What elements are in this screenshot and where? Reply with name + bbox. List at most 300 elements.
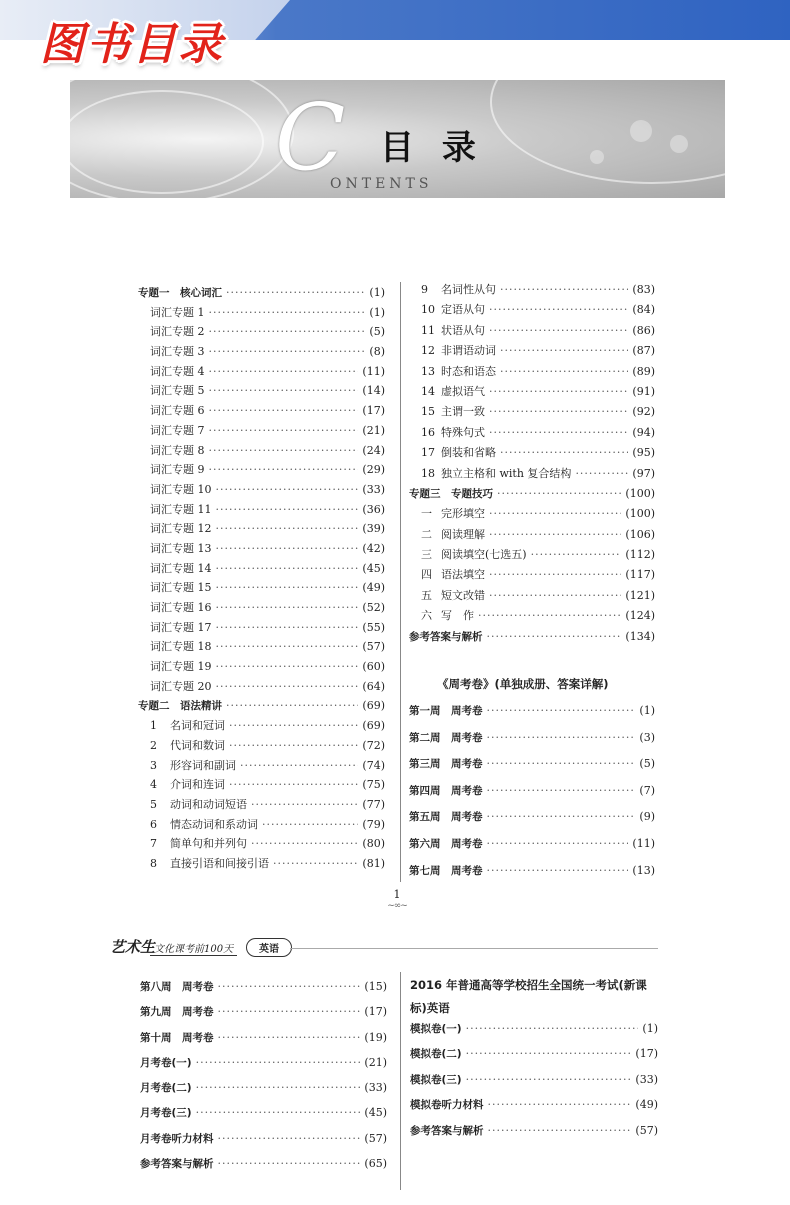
toc-entry-page: (1) xyxy=(642,1022,658,1035)
toc-entry-page: (75) xyxy=(362,778,385,792)
toc-entry-label xyxy=(138,756,236,776)
dot-leader xyxy=(216,578,359,598)
toc-entry-label xyxy=(138,480,212,500)
toc-entry-page: (5) xyxy=(639,757,655,771)
toc-entry-text: 写 作 xyxy=(441,609,474,623)
toc-entry-text: 词汇专题 7 xyxy=(150,423,205,437)
toc-entry[interactable] xyxy=(140,1075,387,1100)
toc-entry[interactable] xyxy=(409,858,655,885)
dot-leader xyxy=(489,586,621,606)
toc-entry-page: (57) xyxy=(364,1131,387,1145)
toc-entry[interactable] xyxy=(138,322,385,342)
toc-entry[interactable] xyxy=(138,519,385,539)
toc-entry-text: 词汇专题 13 xyxy=(150,541,212,555)
toc-entry[interactable] xyxy=(138,578,385,598)
toc-entry-label xyxy=(409,484,493,504)
dot-leader xyxy=(487,698,636,725)
toc-entry[interactable] xyxy=(138,637,385,657)
toc-entry-text: 短文改错 xyxy=(441,588,485,602)
toc-entry[interactable] xyxy=(409,504,655,524)
toc-entry-number: 9 xyxy=(421,283,428,296)
toc-entry-text: 参考答案与解析 xyxy=(140,1158,214,1171)
toc-entry-text: 第二周 周考卷 xyxy=(409,731,483,744)
dot-leader xyxy=(489,423,628,443)
toc-entry-text: 词汇专题 5 xyxy=(150,384,205,398)
toc-entry[interactable] xyxy=(409,778,655,805)
toc-entry[interactable] xyxy=(138,362,385,382)
dot-leader xyxy=(196,1050,361,1075)
dot-leader xyxy=(216,618,359,638)
toc-entry-number: 五 xyxy=(421,588,432,602)
dot-leader xyxy=(218,1025,361,1050)
toc-entry-number: 7 xyxy=(150,837,157,851)
toc-entry-number: 四 xyxy=(421,568,432,582)
toc-entry-page: (69) xyxy=(362,699,385,713)
toc-entry-number: 17 xyxy=(421,446,435,460)
toc-entry-page: (3) xyxy=(639,730,655,744)
dot-leader xyxy=(218,974,361,999)
toc-entry-text: 专题一 核心词汇 xyxy=(138,287,222,299)
toc-entry[interactable] xyxy=(140,1050,387,1075)
toc-entry[interactable] xyxy=(409,545,655,565)
toc-entry-text: 完形填空 xyxy=(441,507,485,521)
toc-entry-page: (29) xyxy=(362,463,385,477)
toc-entry[interactable] xyxy=(138,283,385,303)
page2-right-list xyxy=(410,1016,658,1143)
banner-subtitle: ONTENTS xyxy=(330,176,433,192)
toc-entry-label xyxy=(140,1101,192,1126)
toc-entry-label xyxy=(138,854,269,874)
series-logo: 艺术生 xyxy=(110,938,156,956)
toc-entry-label xyxy=(140,1152,214,1177)
toc-entry[interactable] xyxy=(409,725,655,752)
toc-entry-label xyxy=(409,525,485,545)
toc-entry[interactable] xyxy=(409,698,655,725)
toc-entry-page: (33) xyxy=(364,1081,387,1095)
toc-entry-text: 模拟卷(二) xyxy=(410,1048,462,1061)
toc-entry-page: (13) xyxy=(632,863,655,877)
section-badge: 图书目录 xyxy=(40,19,224,70)
toc-entry-text: 词汇专题 16 xyxy=(150,601,212,614)
toc-entry-text: 第三周 周考卷 xyxy=(409,758,483,771)
toc-entry[interactable] xyxy=(410,1016,658,1041)
dot-leader xyxy=(489,300,628,320)
toc-entry[interactable] xyxy=(138,716,385,736)
dot-leader xyxy=(489,321,628,341)
toc-entry-label xyxy=(409,627,483,647)
toc-entry-label xyxy=(409,698,483,725)
dot-leader xyxy=(196,1100,361,1125)
column-divider xyxy=(400,282,401,882)
toc-entry-label xyxy=(138,441,205,461)
dot-leader xyxy=(216,657,359,677)
dot-leader xyxy=(216,598,359,618)
dot-leader xyxy=(229,775,358,795)
dot-leader xyxy=(575,464,628,484)
toc-entry-page: (33) xyxy=(635,1072,658,1086)
toc-entry[interactable] xyxy=(138,775,385,795)
toc-entry-page: (124) xyxy=(625,609,655,623)
toc-entry-text: 月考卷听力材料 xyxy=(140,1132,214,1145)
toc-entry[interactable] xyxy=(140,1025,387,1050)
toc-entry[interactable] xyxy=(138,559,385,579)
toc-entry-page: (57) xyxy=(635,1123,658,1137)
toc-entry-label xyxy=(409,341,496,361)
toc-entry-page: (94) xyxy=(632,425,655,439)
toc-entry-text: 词汇专题 8 xyxy=(150,443,205,457)
toc-entry-label xyxy=(409,280,496,300)
toc-entry-text: 月考卷(三) xyxy=(140,1107,192,1120)
toc-entry-text: 阅读理解 xyxy=(441,527,485,541)
toc-entry-label xyxy=(138,500,212,520)
toc-entry[interactable] xyxy=(138,303,385,323)
toc-entry[interactable] xyxy=(138,795,385,815)
dot-leader xyxy=(216,519,359,539)
toc-entry[interactable] xyxy=(409,586,655,606)
toc-entry[interactable] xyxy=(138,598,385,618)
toc-entry-text: 情态动词和系动词 xyxy=(170,817,258,831)
toc-entry[interactable] xyxy=(410,1118,658,1143)
toc-entry-page: (17) xyxy=(635,1047,658,1061)
banner-dot xyxy=(590,150,604,164)
toc-entry-label xyxy=(409,858,483,885)
toc-entry-text: 第十周 周考卷 xyxy=(140,1031,214,1044)
toc-entry-text: 专题二 语法精讲 xyxy=(138,700,222,713)
toc-entry[interactable] xyxy=(138,401,385,421)
toc-left-column xyxy=(138,283,385,874)
dot-leader xyxy=(487,831,629,858)
toc-entry-page: (17) xyxy=(364,1005,387,1019)
toc-entry-text: 特殊句式 xyxy=(441,425,485,439)
dot-leader xyxy=(489,504,621,524)
toc-entry-text: 状语从句 xyxy=(441,323,485,337)
toc-entry-page: (9) xyxy=(639,810,655,824)
toc-entry[interactable] xyxy=(409,443,655,463)
dot-leader xyxy=(209,303,366,323)
toc-entry[interactable] xyxy=(140,999,387,1024)
toc-entry[interactable] xyxy=(138,677,385,697)
toc-entry[interactable] xyxy=(140,974,387,999)
toc-entry-label xyxy=(138,618,212,638)
toc-entry-number: 一 xyxy=(421,507,432,521)
toc-entry[interactable] xyxy=(410,1041,658,1066)
toc-entry-text: 代词和数词 xyxy=(170,738,225,752)
dot-leader xyxy=(218,1151,361,1176)
toc-entry[interactable] xyxy=(409,341,655,361)
toc-entry-label xyxy=(138,637,212,657)
toc-entry-label xyxy=(409,464,571,484)
toc-entry-text: 第五周 周考卷 xyxy=(409,811,483,824)
toc-entry-text: 月考卷(二) xyxy=(140,1082,192,1095)
toc-entry-label xyxy=(138,519,212,539)
toc-entry-number: 2 xyxy=(150,738,157,752)
toc-entry-text: 模拟卷听力材料 xyxy=(410,1099,484,1112)
toc-entry[interactable] xyxy=(138,696,385,716)
toc-entry-page: (49) xyxy=(635,1098,658,1112)
toc-entry[interactable] xyxy=(409,525,655,545)
toc-entry[interactable] xyxy=(138,539,385,559)
toc-entry-page: (39) xyxy=(362,522,385,536)
dot-leader xyxy=(209,322,366,342)
toc-entry-label xyxy=(409,778,483,805)
toc-entry[interactable] xyxy=(409,423,655,443)
toc-entry-label xyxy=(409,565,485,585)
toc-entry-label xyxy=(409,831,483,858)
toc-entry-page: (100) xyxy=(625,486,655,500)
toc-entry[interactable] xyxy=(138,342,385,362)
column-divider-2 xyxy=(400,972,401,1190)
dot-leader xyxy=(226,283,365,303)
toc-entry[interactable] xyxy=(409,751,655,778)
dot-leader xyxy=(216,539,359,559)
dot-leader xyxy=(209,381,359,401)
toc-entry-page: (17) xyxy=(362,404,385,418)
toc-entry-page: (77) xyxy=(362,797,385,811)
toc-entry[interactable] xyxy=(409,300,655,320)
toc-entry[interactable] xyxy=(138,854,385,874)
toc-entry-text: 词汇专题 15 xyxy=(150,581,212,595)
toc-right-column xyxy=(409,280,655,647)
dot-leader xyxy=(497,484,621,504)
toc-entry-page: (55) xyxy=(362,620,385,634)
toc-entry-text: 词汇专题 4 xyxy=(150,364,205,378)
toc-entry-text: 阅读填空(七选五) xyxy=(441,548,527,562)
banner-big-letter: C xyxy=(275,84,346,191)
toc-entry-label xyxy=(409,321,485,341)
toc-entry[interactable] xyxy=(409,362,655,382)
dot-leader xyxy=(209,401,359,421)
toc-entry-label xyxy=(138,460,205,480)
toc-entry-label xyxy=(409,586,485,606)
dot-leader xyxy=(218,1126,361,1151)
toc-entry-label xyxy=(409,423,485,443)
toc-entry[interactable] xyxy=(138,815,385,835)
toc-entry-text: 词汇专题 11 xyxy=(150,502,212,516)
toc-entry[interactable] xyxy=(409,484,655,504)
toc-entry[interactable] xyxy=(138,460,385,480)
toc-entry-text: 虚拟语气 xyxy=(441,384,485,398)
toc-entry-text: 词汇专题 14 xyxy=(150,561,212,575)
toc-entry[interactable] xyxy=(138,480,385,500)
toc-entry-label xyxy=(140,1051,192,1076)
toc-entry-number: 10 xyxy=(421,303,435,317)
toc-entry-page: (81) xyxy=(362,856,385,870)
toc-entry-text: 词汇专题 19 xyxy=(150,660,212,674)
toc-entry[interactable] xyxy=(140,1100,387,1125)
toc-entry[interactable] xyxy=(409,280,655,300)
toc-entry-label xyxy=(409,545,527,565)
toc-entry-page: (14) xyxy=(362,384,385,398)
toc-entry[interactable] xyxy=(138,834,385,854)
toc-entry-text: 直接引语和间接引语 xyxy=(170,856,269,870)
toc-entry[interactable] xyxy=(409,606,655,626)
toc-entry-label xyxy=(138,421,205,441)
toc-entry-text: 定语从句 xyxy=(441,303,485,317)
toc-entry[interactable] xyxy=(409,321,655,341)
toc-entry[interactable] xyxy=(409,565,655,585)
toc-entry-number: 3 xyxy=(150,758,157,772)
toc-entry-text: 第四周 周考卷 xyxy=(409,784,483,797)
toc-entry-page: (95) xyxy=(632,446,655,460)
toc-entry-number: 16 xyxy=(421,425,435,439)
toc-entry-text: 名词和冠词 xyxy=(170,719,225,733)
toc-entry-page: (49) xyxy=(362,581,385,595)
dot-leader xyxy=(209,460,359,480)
toc-entry[interactable] xyxy=(138,500,385,520)
toc-entry-page: (69) xyxy=(362,719,385,733)
dot-leader xyxy=(489,382,628,402)
toc-entry-text: 主谓一致 xyxy=(441,405,485,419)
toc-entry-page: (11) xyxy=(632,836,655,850)
dot-leader xyxy=(466,1016,639,1041)
toc-entry-label xyxy=(409,382,485,402)
toc-entry-page: (52) xyxy=(362,601,385,614)
dot-leader xyxy=(488,1092,632,1117)
toc-entry-label xyxy=(410,1042,462,1067)
toc-entry-text: 时态和语态 xyxy=(441,364,496,378)
toc-entry-label xyxy=(138,775,225,795)
toc-entry[interactable] xyxy=(138,421,385,441)
toc-entry-text: 参考答案与解析 xyxy=(410,1124,484,1137)
toc-entry-text: 动词和动词短语 xyxy=(170,797,247,811)
toc-entry-page: (92) xyxy=(632,405,655,419)
toc-entry-page: (74) xyxy=(362,758,385,772)
dot-leader xyxy=(466,1041,632,1066)
toc-entry[interactable] xyxy=(409,464,655,484)
toc-entry-text: 词汇专题 9 xyxy=(150,463,205,477)
toc-entry[interactable] xyxy=(409,627,655,647)
dot-leader xyxy=(478,606,621,626)
toc-entry-label xyxy=(140,1026,214,1051)
banner-dot xyxy=(670,135,688,153)
toc-entry-page: (91) xyxy=(632,384,655,398)
toc-entry-page: (36) xyxy=(362,502,385,516)
toc-entry-page: (100) xyxy=(625,507,655,521)
dot-leader xyxy=(487,627,622,647)
toc-entry-page: (64) xyxy=(362,679,385,693)
dot-leader xyxy=(500,280,628,300)
toc-entry-page: (83) xyxy=(632,283,655,296)
toc-entry-page: (45) xyxy=(362,561,385,575)
toc-entry-page: (21) xyxy=(364,1055,387,1069)
toc-entry-page: (7) xyxy=(639,783,655,797)
dot-leader xyxy=(251,795,358,815)
toc-entry-label xyxy=(409,504,485,524)
toc-entry-label xyxy=(138,657,212,677)
toc-entry[interactable] xyxy=(138,618,385,638)
toc-entry-text: 词汇专题 17 xyxy=(150,620,212,634)
dot-leader xyxy=(489,402,628,422)
running-header xyxy=(110,938,658,958)
toc-entry-label xyxy=(409,725,483,752)
toc-entry[interactable] xyxy=(409,804,655,831)
dot-leader xyxy=(487,804,636,831)
toc-entry[interactable] xyxy=(140,1126,387,1151)
toc-entry-text: 介词和连词 xyxy=(170,778,225,792)
toc-entry-page: (87) xyxy=(632,344,655,358)
page-number xyxy=(382,888,412,911)
dot-leader xyxy=(487,858,629,885)
toc-entry[interactable] xyxy=(138,736,385,756)
dot-leader xyxy=(531,545,622,565)
toc-entry[interactable] xyxy=(138,441,385,461)
toc-entry[interactable] xyxy=(138,756,385,776)
toc-entry-page: (5) xyxy=(369,325,385,339)
toc-entry-number: 5 xyxy=(150,797,157,811)
toc-entry-page: (106) xyxy=(625,527,655,541)
toc-entry[interactable] xyxy=(409,831,655,858)
toc-entry-page: (84) xyxy=(632,303,655,317)
toc-entry-label xyxy=(409,804,483,831)
toc-entry-label xyxy=(138,381,205,401)
toc-entry-number: 11 xyxy=(421,323,435,337)
toc-entry-label xyxy=(140,1076,192,1101)
dot-leader xyxy=(488,1118,632,1143)
toc-entry-page: (80) xyxy=(362,837,385,851)
toc-entry-label xyxy=(138,303,205,323)
contents-banner xyxy=(70,80,725,198)
dot-leader xyxy=(500,443,628,463)
dot-leader xyxy=(216,500,359,520)
dot-leader xyxy=(487,778,636,805)
toc-entry-label xyxy=(410,1119,484,1144)
toc-entry-text: 名词性从句 xyxy=(441,283,496,296)
toc-entry[interactable] xyxy=(410,1067,658,1092)
toc-entry-page: (57) xyxy=(362,640,385,654)
dot-leader xyxy=(216,677,359,697)
toc-entry-page: (8) xyxy=(369,345,385,359)
dot-leader xyxy=(262,815,358,835)
toc-entry-label xyxy=(409,443,496,463)
dot-leader xyxy=(273,854,358,874)
toc-entry-number: 六 xyxy=(421,609,432,623)
toc-entry-label xyxy=(140,1000,214,1025)
toc-entry-label xyxy=(138,795,247,815)
toc-entry-label xyxy=(138,539,212,559)
toc-entry-page: (33) xyxy=(362,482,385,496)
dot-leader xyxy=(487,751,636,778)
toc-entry-text: 月考卷(一) xyxy=(140,1056,192,1069)
dot-leader xyxy=(240,756,358,776)
toc-entry-label xyxy=(409,751,483,778)
toc-entry-number: 8 xyxy=(150,856,157,870)
toc-entry[interactable] xyxy=(409,402,655,422)
dot-leader xyxy=(216,480,359,500)
toc-entry-text: 词汇专题 18 xyxy=(150,640,212,654)
dot-leader xyxy=(216,637,359,657)
dot-leader xyxy=(489,565,621,585)
toc-entry[interactable] xyxy=(410,1092,658,1117)
toc-entry-page: (42) xyxy=(362,541,385,555)
toc-entry-label xyxy=(140,1127,214,1152)
toc-entry-label xyxy=(138,322,205,342)
toc-entry-label xyxy=(138,677,212,697)
toc-entry-number: 14 xyxy=(421,384,435,398)
toc-entry-text: 倒装和省略 xyxy=(441,446,496,460)
dot-leader xyxy=(489,525,621,545)
toc-entry-label xyxy=(138,284,222,304)
toc-entry[interactable] xyxy=(409,382,655,402)
toc-entry-label xyxy=(409,606,474,626)
toc-entry[interactable] xyxy=(140,1151,387,1176)
toc-entry-page: (79) xyxy=(362,817,385,831)
toc-entry-label xyxy=(138,697,222,717)
toc-entry[interactable] xyxy=(138,657,385,677)
toc-entry[interactable] xyxy=(138,381,385,401)
toc-entry-page: (112) xyxy=(625,548,655,562)
toc-entry-page: (24) xyxy=(362,443,385,457)
toc-entry-text: 非谓语动词 xyxy=(441,344,496,358)
